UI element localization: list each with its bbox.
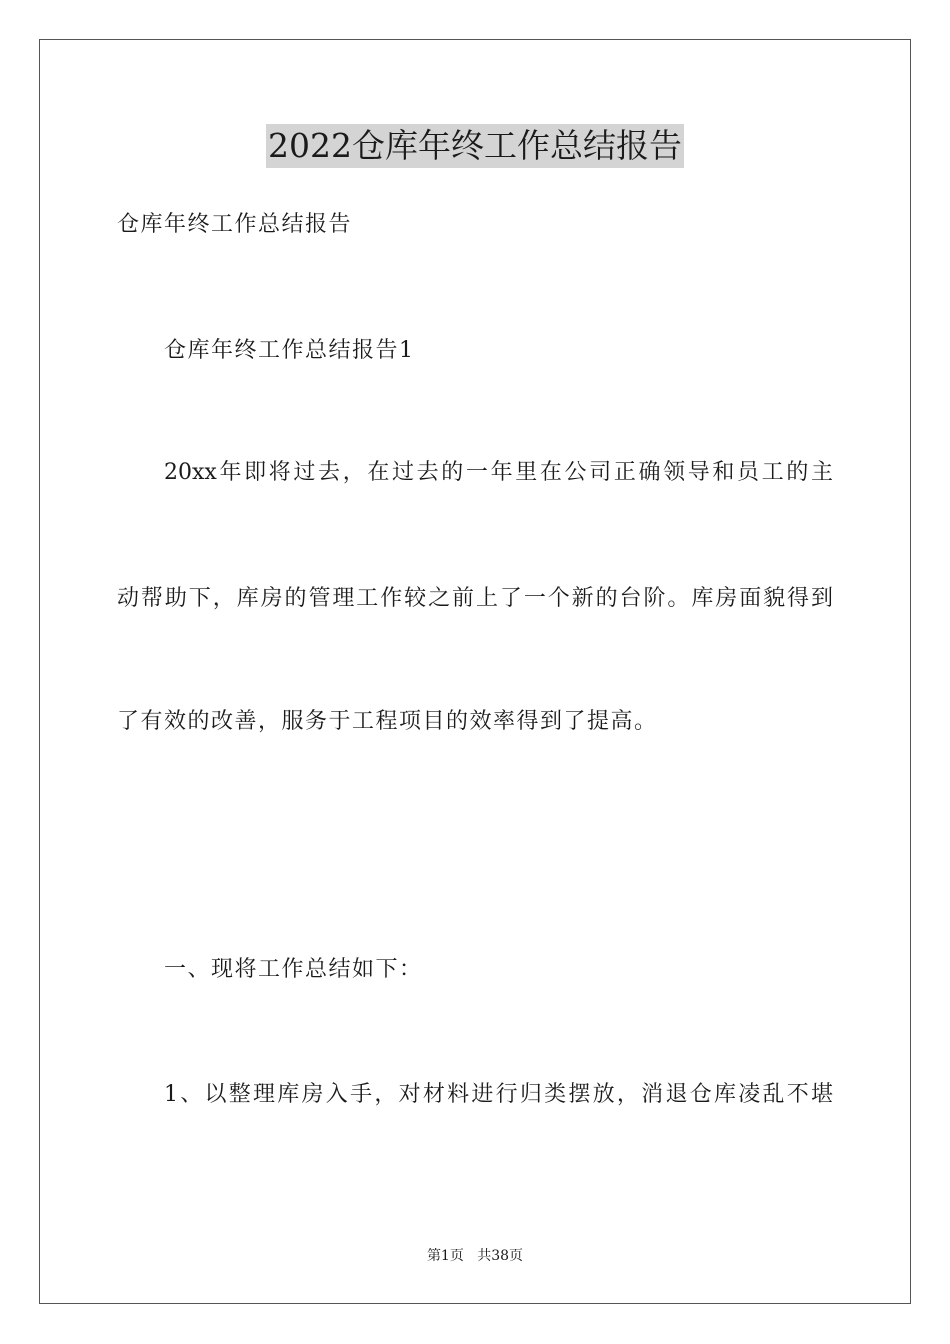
page-number: 第1页 bbox=[426, 1248, 464, 1264]
paragraph-line: 了有效的改善，服务于工程项目的效率得到了提高。 bbox=[117, 709, 658, 734]
paragraph-line: 动帮助下，库房的管理工作较之前上了一个新的台阶。库房面貌得到 bbox=[117, 586, 833, 611]
document-subtitle: 仓库年终工作总结报告 bbox=[117, 212, 353, 237]
paragraph-line: 20xx年即将过去，在过去的一年里在公司正确领导和员工的主 bbox=[164, 460, 833, 485]
page-footer bbox=[0, 1247, 950, 1265]
document-title: 2022仓库年终工作总结报告 bbox=[266, 124, 684, 168]
section-heading: 仓库年终工作总结报告1 bbox=[164, 338, 415, 363]
summary-heading: 一、现将工作总结如下： bbox=[164, 957, 423, 982]
list-item-1: 1、以整理库房入手，对材料进行归类摆放，消退仓库凌乱不堪 bbox=[164, 1082, 833, 1107]
title-container bbox=[0, 124, 950, 168]
total-pages: 共38页 bbox=[477, 1248, 524, 1264]
